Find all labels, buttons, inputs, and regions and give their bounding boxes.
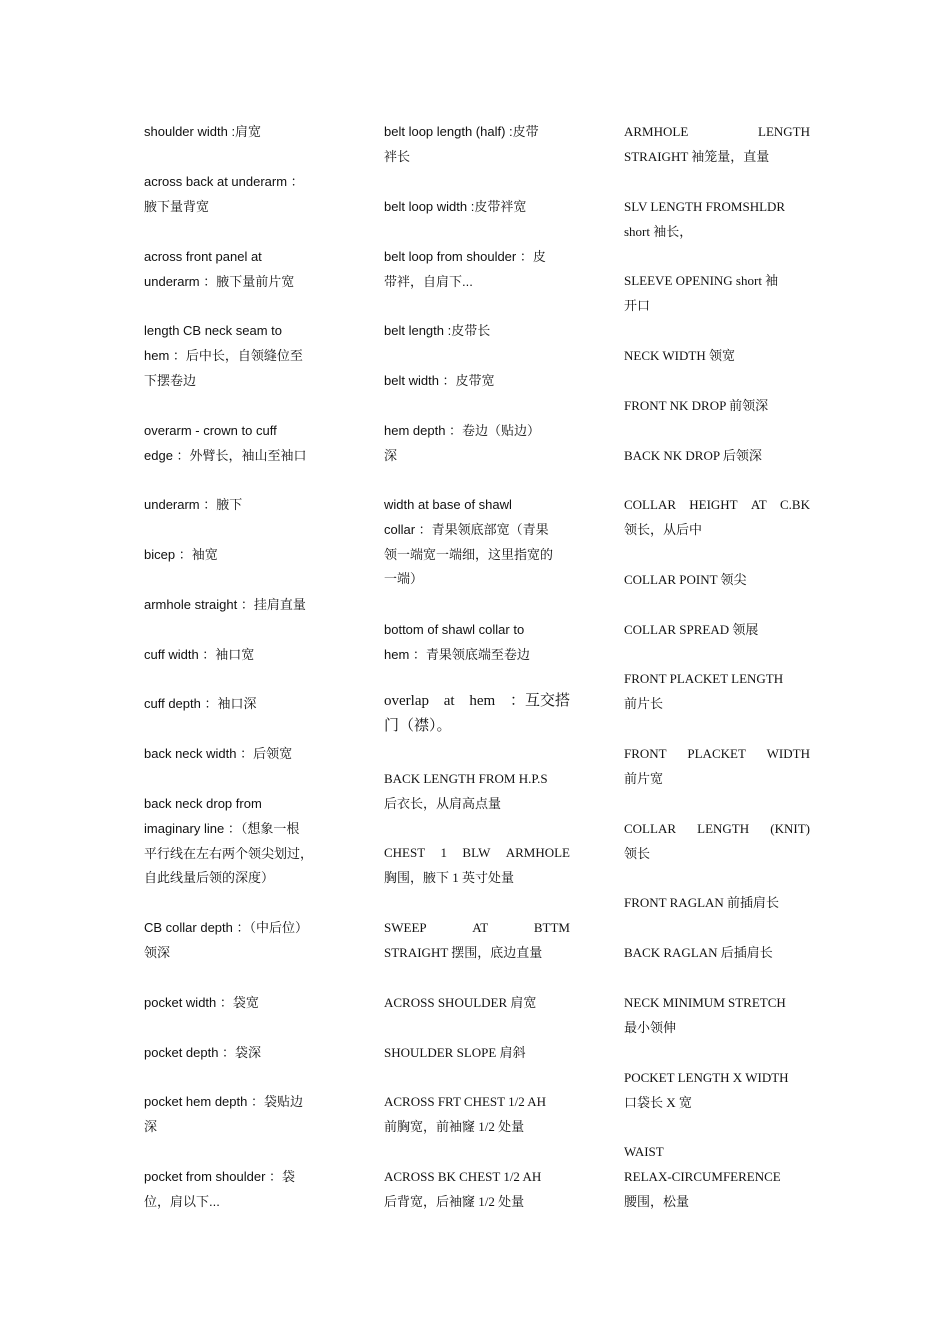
term-line: 深	[144, 1118, 158, 1134]
term-entry	[384, 245, 570, 295]
term-word: WIDTH	[766, 746, 810, 761]
term-line: pocket width ：袋宽	[144, 995, 259, 1010]
term-entry	[144, 643, 344, 668]
term-line: 平行线在左右两个领尖划过，	[144, 845, 314, 861]
term-line: back neck width ：后领宽	[144, 746, 293, 761]
term-word: overlap	[384, 693, 429, 709]
term-line: hem depth ：卷边（贴边）	[384, 423, 541, 438]
term-line: 后背宽，后袖窿 1/2 处量	[384, 1193, 525, 1209]
term-entry	[384, 369, 570, 394]
term-entry	[144, 543, 344, 568]
term-entry	[144, 493, 344, 518]
term-entry	[144, 170, 344, 220]
term-line: 领深	[144, 944, 171, 960]
term-entry	[624, 1066, 810, 1116]
term-line: hem ：青果领底端至卷边	[384, 646, 530, 662]
term-line-justified	[624, 120, 810, 145]
term-line: NECK WIDTH 领宽	[624, 348, 735, 363]
term-word: at	[443, 693, 455, 709]
term-entry	[624, 493, 810, 543]
term-entry	[144, 792, 344, 891]
term-line: collar ：青果领底部宽（青果	[384, 521, 549, 537]
term-line: cuff depth ：袖口深	[144, 696, 257, 711]
term-entry	[624, 344, 810, 369]
term-line: BACK RAGLAN 后插肩长	[624, 945, 773, 960]
term-line: 袢长	[384, 148, 411, 164]
term-entry	[624, 891, 810, 916]
term-line: width at base of shawl	[384, 497, 512, 512]
term-entry	[384, 916, 570, 966]
term-line: 一端）	[384, 571, 424, 587]
term-entry	[384, 120, 570, 170]
term-entry	[144, 991, 344, 1016]
term-entry	[144, 742, 344, 767]
term-line: belt loop from shoulder ：皮	[384, 249, 546, 264]
term-entry	[384, 1090, 570, 1140]
term-entry	[144, 593, 344, 618]
term-entry	[624, 120, 810, 170]
term-line: CB collar depth ：（中后位）	[144, 920, 308, 935]
term-line: underarm ：腋下	[144, 497, 243, 512]
term-entry	[144, 319, 344, 393]
term-line: belt width ：皮带宽	[384, 373, 495, 388]
term-entry	[384, 618, 570, 668]
term-entry	[384, 991, 570, 1016]
term-line: POCKET LENGTH X WIDTH	[624, 1070, 789, 1085]
term-line: FRONT PLACKET LENGTH	[624, 671, 784, 686]
term-line: 深	[384, 447, 398, 463]
term-line: across front panel at	[144, 249, 262, 264]
term-line-justified	[384, 689, 570, 714]
term-line: 位，肩以下...	[144, 1193, 220, 1209]
term-entry	[384, 689, 570, 739]
term-line: overarm - crown to cuff	[144, 423, 277, 438]
term-entry	[144, 1165, 344, 1215]
term-word: COLLAR	[624, 497, 676, 512]
term-line: COLLAR SPREAD 领展	[624, 622, 759, 637]
term-line-justified	[624, 742, 810, 767]
term-line: belt loop length (half) :皮带	[384, 124, 539, 139]
term-entry	[624, 667, 810, 717]
term-line: 腋下量背宽	[144, 198, 210, 214]
term-line: BACK NK DROP 后领深	[624, 448, 762, 463]
term-line: pocket hem depth ：袋贴边	[144, 1094, 303, 1109]
term-line: BACK LENGTH FROM H.P.S	[384, 771, 548, 786]
term-word: ARMHOLE	[505, 845, 570, 860]
term-word: HEIGHT	[689, 497, 738, 512]
term-line: 门（襟）。	[384, 717, 452, 734]
term-entry	[624, 618, 810, 643]
term-line: 腰围，松量	[624, 1193, 690, 1209]
term-line: 前片长	[624, 695, 664, 711]
term-line: belt loop width :皮带袢宽	[384, 199, 527, 214]
term-line: 自此线量后领的深度）	[144, 870, 275, 886]
term-word: AT	[472, 920, 489, 935]
term-line: 带袢，自肩下...	[384, 273, 473, 289]
term-line: WAIST	[624, 1144, 664, 1159]
term-word: COLLAR	[624, 821, 676, 836]
term-line: COLLAR POINT 领尖	[624, 572, 747, 587]
term-line: length CB neck seam to	[144, 323, 283, 338]
term-line: short 袖长，	[624, 223, 693, 239]
term-entry	[624, 1140, 810, 1214]
term-line-justified	[624, 817, 810, 842]
term-word: hem	[469, 693, 496, 709]
term-entry	[624, 742, 810, 792]
term-word: 1	[440, 845, 448, 860]
term-line: 领一端宽一端细，这里指宽的	[384, 546, 554, 562]
term-entry	[624, 568, 810, 593]
term-line-justified	[624, 493, 810, 518]
term-entry	[384, 767, 570, 817]
term-line: underarm ：腋下量前片宽	[144, 273, 295, 289]
term-entry	[624, 195, 810, 245]
term-entry	[384, 195, 570, 220]
term-entry	[144, 120, 344, 145]
term-line: edge ：外臂长，袖山至袖口	[144, 447, 307, 463]
term-line: 领长，从后中	[624, 521, 703, 537]
term-line: pocket from shoulder ：袋	[144, 1169, 296, 1184]
term-line: ACROSS BK CHEST 1/2 AH	[384, 1169, 542, 1184]
term-line: 前胸宽，前袖窿 1/2 处量	[384, 1118, 525, 1134]
term-entry	[384, 493, 570, 592]
term-line: SLEEVE OPENING short 袖	[624, 273, 779, 288]
term-entry	[144, 692, 344, 717]
term-word: FRONT	[624, 746, 667, 761]
term-entry	[144, 916, 344, 966]
term-entry	[144, 1090, 344, 1140]
term-word: (KNIT)	[770, 821, 810, 836]
term-entry	[624, 991, 810, 1041]
term-line: hem ：后中长，自领缝位至	[144, 347, 303, 363]
term-word: ARMHOLE	[624, 124, 689, 139]
term-line: shoulder width :肩宽	[144, 124, 262, 139]
term-word: PLACKET	[687, 746, 746, 761]
term-line: FRONT NK DROP 前领深	[624, 398, 769, 413]
term-entry	[384, 419, 570, 469]
term-word: ：互交搭	[509, 693, 570, 709]
term-line: belt length :皮带长	[384, 323, 491, 338]
term-line: 后衣长，从肩高点量	[384, 795, 502, 811]
term-word: CHEST	[384, 845, 426, 860]
term-line: ACROSS SHOULDER 肩宽	[384, 995, 537, 1010]
term-line: armhole straight ：挂肩直量	[144, 597, 306, 612]
term-entry	[384, 841, 570, 891]
term-word: BLW	[462, 845, 491, 860]
term-line: 胸围，腋下 1 英寸处量	[384, 869, 515, 885]
term-line-justified	[384, 841, 570, 866]
term-line: FRONT RAGLAN 前插肩长	[624, 895, 780, 910]
term-line: 口袋长 X 宽	[624, 1094, 692, 1110]
term-line: STRAIGHT 摆围，底边直量	[384, 944, 543, 960]
term-line: SHOULDER SLOPE 肩斜	[384, 1045, 526, 1060]
term-line: imaginary line ：（想象一根	[144, 820, 300, 836]
term-entry	[624, 269, 810, 319]
term-entry	[624, 817, 810, 867]
term-line: pocket depth ：袋深	[144, 1045, 262, 1060]
term-line: STRAIGHT 袖笼量，直量	[624, 148, 770, 164]
term-entry	[144, 245, 344, 295]
term-line: bicep ：袖宽	[144, 547, 218, 562]
term-line-justified	[384, 916, 570, 941]
term-line: 前片宽	[624, 770, 664, 786]
term-line: SLV LENGTH FROMSHLDR	[624, 199, 786, 214]
term-line: 开口	[624, 297, 651, 313]
term-entry	[144, 1041, 344, 1066]
term-line: 领长	[624, 845, 651, 861]
term-line: across back at underarm ：	[144, 174, 304, 189]
term-line: RELAX-CIRCUMFERENCE	[624, 1168, 781, 1184]
term-entry	[384, 1165, 570, 1215]
term-entry	[384, 319, 570, 344]
term-word: LENGTH	[758, 124, 810, 139]
term-line: 最小领伸	[624, 1019, 677, 1035]
term-line: NECK MINIMUM STRETCH	[624, 995, 786, 1010]
term-word: C.BK	[779, 497, 810, 512]
term-entry	[384, 1041, 570, 1066]
term-line: 下摆卷边	[144, 372, 197, 388]
term-entry	[144, 419, 344, 469]
term-word: LENGTH	[697, 821, 750, 836]
term-line: bottom of shawl collar to	[384, 622, 525, 637]
term-word: BTTM	[533, 920, 570, 935]
term-entry	[624, 444, 810, 469]
term-line: ACROSS FRT CHEST 1/2 AH	[384, 1094, 547, 1109]
term-word: AT	[750, 497, 767, 512]
term-line: back neck drop from	[144, 796, 262, 811]
term-entry	[624, 941, 810, 966]
term-word: SWEEP	[384, 920, 427, 935]
term-line: cuff width ：袖口宽	[144, 647, 255, 662]
term-entry	[624, 394, 810, 419]
